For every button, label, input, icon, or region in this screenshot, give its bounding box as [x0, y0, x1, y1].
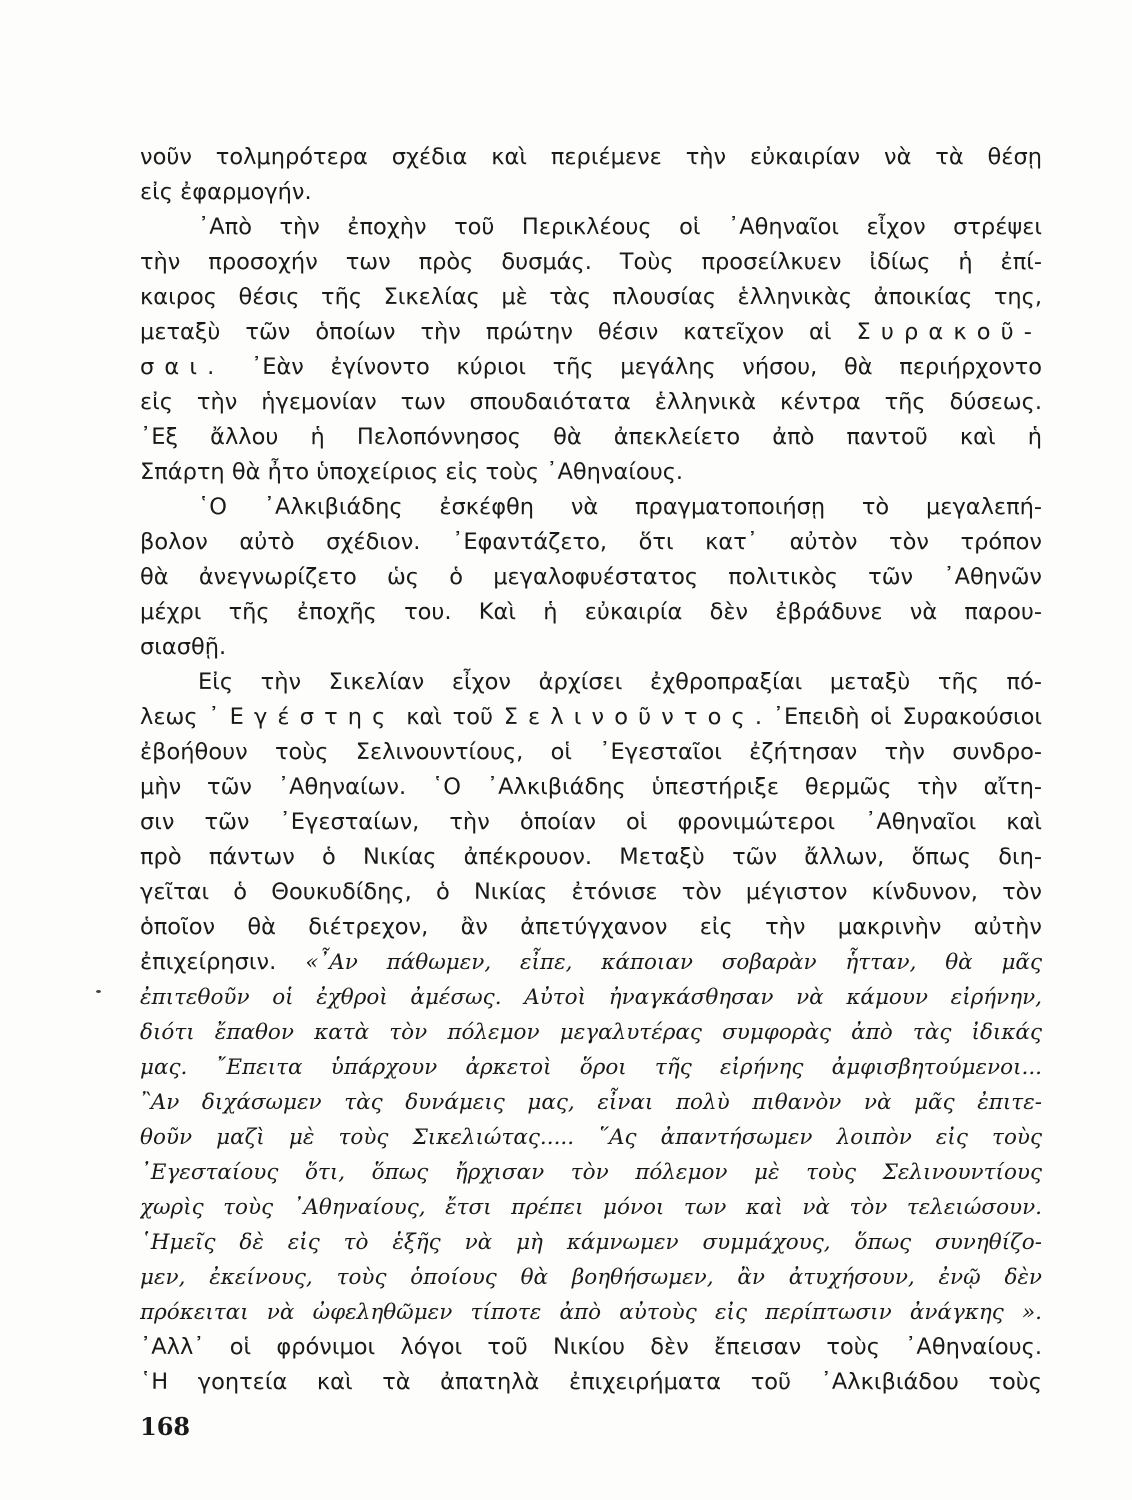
- quotation-line: διότι ἔπαθον κατὰ τὸν πόλεμον μεγαλυτέρας συμφορὰς ἀπὸ τὰς ἰδικάς: [140, 1020, 1042, 1045]
- page-number: 168: [140, 1412, 191, 1441]
- text-line: καιρος θέσις τῆς Σικελίας μὲ τὰς πλουσίας ἑλληνικὰς ἀποικίας της,: [140, 284, 1042, 310]
- text-line: Εἰς τὴν Σικελίαν εἶχον ἀρχίσει ἐχθροπραξίαι μεταξὺ τῆς πό-: [198, 669, 1042, 695]
- text-line: ῾Ο ᾿Αλκιβιάδης ἐσκέφθη νὰ πραγματοποιήσῃ τὸ μεγαλεπή-: [198, 494, 1042, 520]
- text-run: λεως: [140, 704, 209, 730]
- quotation-line: ἐπιτεθοῦν οἱ ἐχθροὶ ἀμέσως. Αὐτοὶ ἠναγκάσθησαν νὰ κάμουν εἰρήνην,: [140, 985, 1042, 1010]
- text-line: [140, 700, 1042, 735]
- text-line: μὴν τῶν ᾿Αθηναίων. ῾Ο ᾿Αλκιβιάδης ὑπεστήριξε θερμῶς τὴν αἴτη-: [140, 774, 1042, 800]
- text-line: εἰς τὴν ἡγεμονίαν των σπουδαιότατα ἑλληνικὰ κέντρα τῆς δύσεως.: [140, 389, 1042, 415]
- text-line: [140, 315, 1042, 350]
- text-run: καὶ τοῦ: [395, 704, 504, 730]
- text-line: ὁποῖον θὰ διέτρεχον, ἂν ἀπετύγχανον εἰς τὴν μακρινὴν αὐτὴν: [140, 914, 1042, 940]
- text-line: ἐβοήθουν τοὺς Σελινουντίους, οἱ ᾿Εγεσταῖοι ἐζήτησαν τὴν συνδρο-: [140, 739, 1042, 765]
- scan-speck: [96, 990, 101, 993]
- quotation-line: ῾Ημεῖς δὲ εἰς τὸ ἑξῆς νὰ μὴ κάμνωμεν συμμάχους, ὅπως συνηθίζο-: [140, 1230, 1042, 1255]
- text-run: ᾿Εὰν ἐγίνοντο κύριοι τῆς μεγάλης νήσου, θὰ περιήρχοντο: [224, 354, 1042, 380]
- text-line: θὰ ἀνεγνωρίζετο ὡς ὁ μεγαλοφυέστατος πολιτικὸς τῶν ᾿Αθηνῶν: [140, 564, 1042, 590]
- spaced-name: σαι.: [140, 354, 225, 380]
- text-run: . ᾿Επειδὴ οἱ Συρακούσιοι: [754, 704, 1042, 730]
- text-run: ἐπιχείρησιν.: [140, 949, 306, 975]
- quotation-run: «῏Αν πάθωμεν, εἶπε, κάποιαν σοβαρὰν ἧτταν, θὰ μᾶς: [305, 950, 1042, 975]
- text-line: ῾Η γοητεία καὶ τὰ ἀπατηλὰ ἐπιχειρήματα τοῦ ᾿Αλκιβιάδου τοὺς: [140, 1369, 1042, 1395]
- quotation-line: πρόκειται νὰ ὠφεληθῶμεν τίποτε ἀπὸ αὐτοὺς εἰς περίπτωσιν ἀνάγκης ».: [140, 1300, 1042, 1325]
- text-line: γεῖται ὁ Θουκυδίδης, ὁ Νικίας ἐτόνισε τὸν μέγιστον κίνδυνον, τὸν: [140, 879, 1042, 905]
- text-line: [140, 945, 1042, 980]
- text-line: μέχρι τῆς ἐποχῆς του. Καὶ ἡ εὐκαιρία δὲν ἐβράδυνε νὰ παρου-: [140, 599, 1042, 625]
- text-line: σιν τῶν ᾿Εγεσταίων, τὴν ὁποίαν οἱ φρονιμώτεροι ᾿Αθηναῖοι καὶ: [140, 809, 1042, 835]
- spaced-name: ᾿Εγέστης: [208, 704, 396, 730]
- quotation-line: μας. ῎Επειτα ὑπάρχουν ἀρκετοὶ ὅροι τῆς εἰρήνης ἀμφισβητούμενοι...: [140, 1055, 1042, 1080]
- spaced-name: Συρακοῦ-: [856, 319, 1042, 345]
- text-line: Σπάρτη θὰ ἦτο ὑποχείριος εἰς τοὺς ᾿Αθηναίους.: [140, 459, 684, 485]
- text-line: πρὸ πάντων ὁ Νικίας ἀπέκρουον. Μεταξὺ τῶν ἄλλων, ὅπως διη-: [140, 844, 1042, 870]
- text-line: βολον αὐτὸ σχέδιον. ᾿Εφαντάζετο, ὅτι κατ᾿ αὐτὸν τὸν τρόπον: [140, 529, 1042, 555]
- quotation-line: ᾿Εγεσταίους ὅτι, ὅπως ἤρχισαν τὸν πόλεμον μὲ τοὺς Σελινουντίους: [140, 1160, 1042, 1185]
- text-run: μεταξὺ τῶν ὁποίων τὴν πρώτην θέσιν κατεῖχον αἱ: [140, 319, 857, 345]
- text-line: [140, 350, 1042, 385]
- text-line: νοῦν τολμηρότερα σχέδια καὶ περιέμενε τὴν εὐκαιρίαν νὰ τὰ θέσῃ: [140, 144, 1042, 170]
- text-line: ᾿Εξ ἄλλου ἡ Πελοπόννησος θὰ ἀπεκλείετο ἀπὸ παντοῦ καὶ ἡ: [140, 424, 1042, 450]
- spaced-name: Σελινοῦντος: [503, 704, 755, 730]
- quotation-line: ῍Αν διχάσωμεν τὰς δυνάμεις μας, εἶναι πολὺ πιθανὸν νὰ μᾶς ἐπιτε-: [140, 1090, 1042, 1115]
- text-line: ᾿Απὸ τὴν ἐποχὴν τοῦ Περικλέους οἱ ᾿Αθηναῖοι εἶχον στρέψει: [198, 214, 1042, 240]
- quotation-line: χωρὶς τοὺς ᾿Αθηναίους, ἔτσι πρέπει μόνοι των καὶ νὰ τὸν τελειώσουν.: [140, 1195, 1042, 1220]
- quotation-line: θοῦν μαζὶ μὲ τοὺς Σικελιώτας..... ῞Ας ἀπαντήσωμεν λοιπὸν εἰς τοὺς: [140, 1125, 1042, 1150]
- text-line: σιασθῇ.: [140, 634, 227, 660]
- text-line: εἰς ἐφαρμογήν.: [140, 179, 312, 205]
- text-line: τὴν προσοχήν των πρὸς δυσμάς. Τοὺς προσείλκυεν ἰδίως ἡ ἐπί-: [140, 249, 1042, 275]
- text-line: ᾿Αλλ᾿ οἱ φρόνιμοι λόγοι τοῦ Νικίου δὲν ἔπεισαν τοὺς ᾿Αθηναίους.: [140, 1334, 1042, 1360]
- quotation-line: μεν, ἐκείνους, τοὺς ὁποίους θὰ βοηθήσωμεν, ἂν ἀτυχήσουν, ἐνῷ δὲν: [140, 1265, 1042, 1290]
- body-text: [140, 140, 1042, 1400]
